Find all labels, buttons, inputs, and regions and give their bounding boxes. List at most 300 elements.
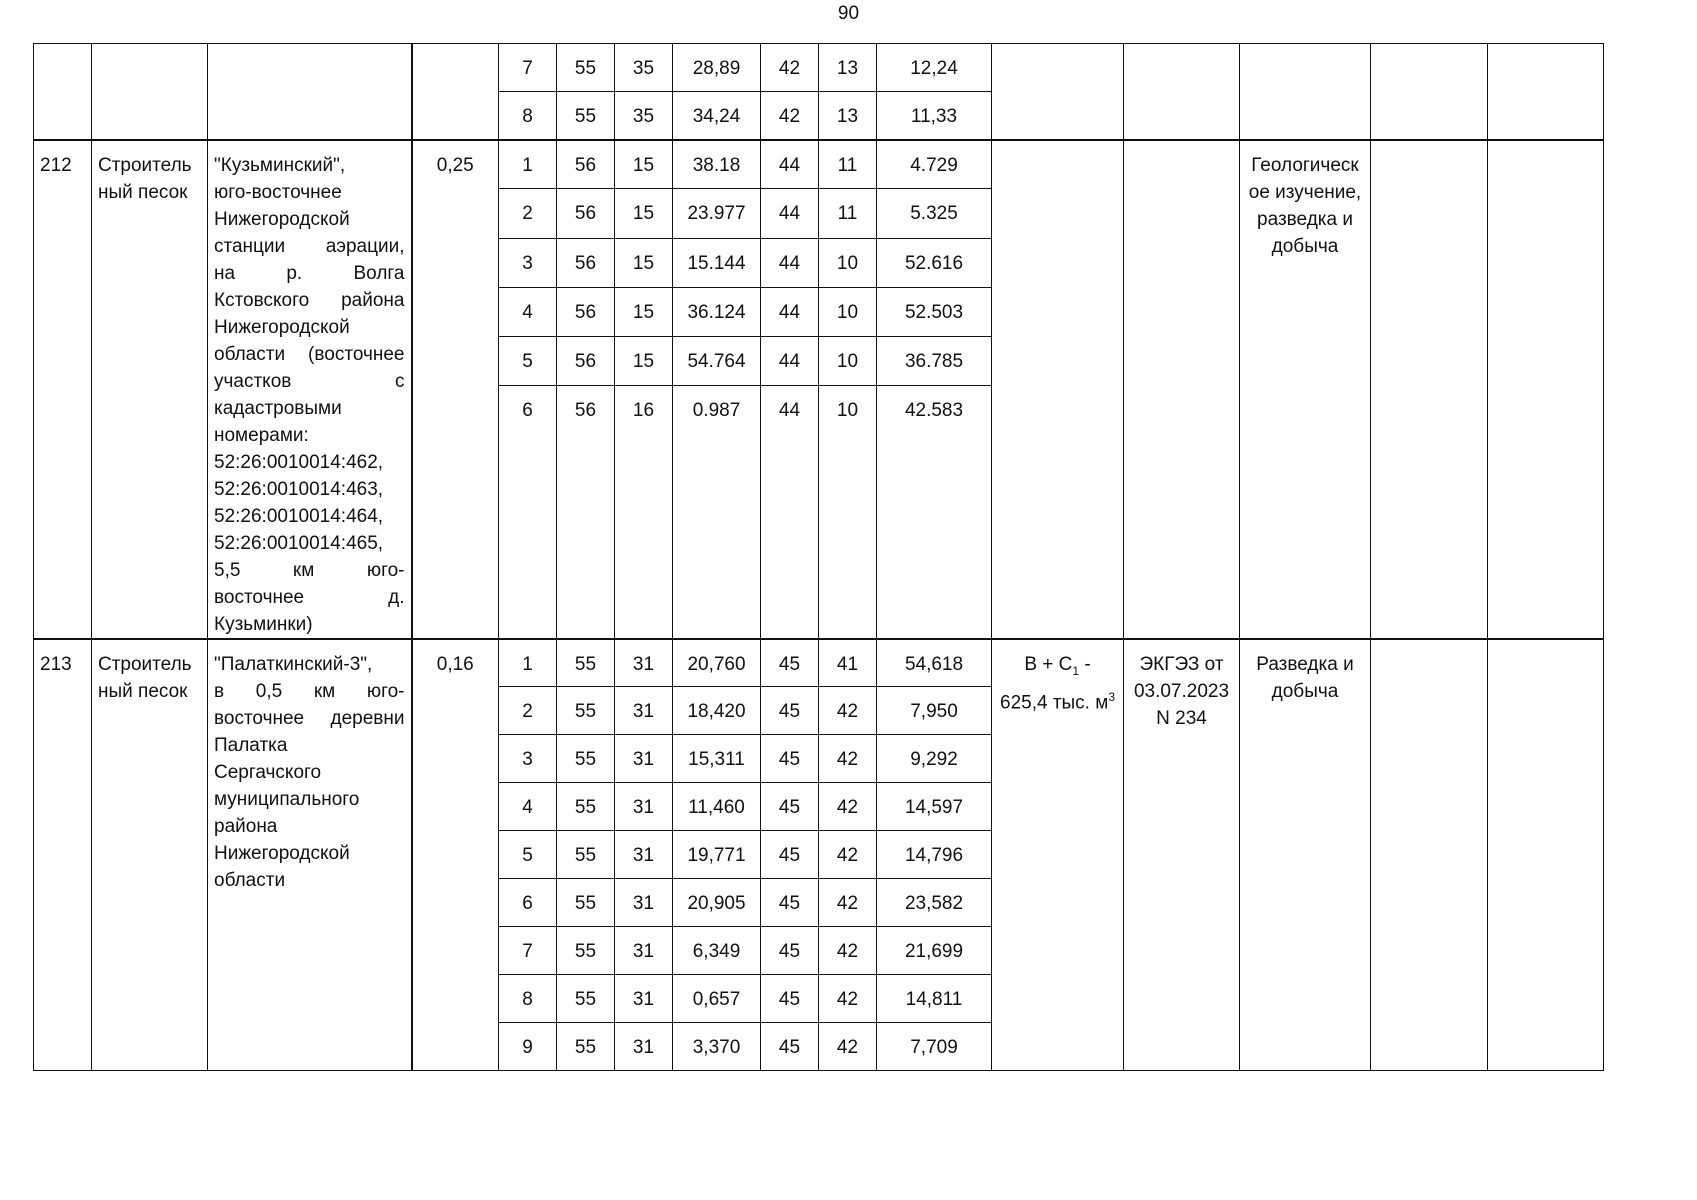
latitude-degrees xyxy=(557,386,615,639)
latitude-minutes xyxy=(615,337,673,386)
longitude-degrees-value: 44 xyxy=(778,400,801,422)
latitude-seconds xyxy=(673,92,761,140)
mineral-type-text: Строитель ный песок xyxy=(98,154,192,203)
longitude-minutes xyxy=(819,140,877,189)
description-line: 52:26:0010014:463, xyxy=(214,478,384,500)
latitude-seconds xyxy=(673,927,761,975)
latitude-degrees xyxy=(557,639,615,687)
longitude-minutes xyxy=(819,189,877,238)
point-number-value: 7 xyxy=(522,58,533,79)
point-number xyxy=(499,287,557,336)
longitude-seconds xyxy=(877,386,992,639)
latitude-seconds-value: 20,760 xyxy=(687,653,746,675)
longitude-seconds-value: 52.503 xyxy=(904,301,964,323)
extra-column-2-text xyxy=(1488,141,1603,152)
latitude-minutes xyxy=(615,92,673,140)
longitude-degrees-value: 45 xyxy=(778,989,801,1010)
latitude-degrees-value: 55 xyxy=(574,653,597,675)
longitude-minutes xyxy=(819,639,877,687)
longitude-minutes-value: 42 xyxy=(836,845,859,866)
deposit-description-text xyxy=(208,640,411,894)
extra-column-1-text xyxy=(1371,44,1487,55)
longitude-minutes-value: 42 xyxy=(836,701,859,722)
point-number-value: 6 xyxy=(522,400,533,422)
latitude-seconds-value: 38.18 xyxy=(692,154,741,176)
latitude-seconds-value: 6,349 xyxy=(692,941,741,962)
point-number-value: 7 xyxy=(522,941,533,962)
longitude-seconds xyxy=(877,831,992,879)
longitude-degrees-value: 45 xyxy=(778,653,801,675)
latitude-minutes-value: 15 xyxy=(632,252,655,274)
deposit-description-text xyxy=(208,44,411,55)
description-line: 5,5 км юго- xyxy=(214,559,405,581)
row-number xyxy=(34,639,92,1071)
longitude-minutes-value: 10 xyxy=(836,400,859,422)
latitude-degrees-value: 55 xyxy=(574,749,597,770)
latitude-degrees xyxy=(557,927,615,975)
longitude-seconds xyxy=(877,337,992,386)
latitude-degrees xyxy=(557,140,615,189)
longitude-seconds-value: 21,699 xyxy=(904,941,964,962)
longitude-degrees xyxy=(761,879,819,927)
longitude-degrees-value: 44 xyxy=(778,154,801,176)
latitude-degrees-value: 55 xyxy=(574,941,597,962)
longitude-minutes-value: 42 xyxy=(836,1037,859,1058)
latitude-seconds-value: 36.124 xyxy=(687,301,746,323)
point-number-value: 5 xyxy=(522,845,533,866)
latitude-degrees xyxy=(557,687,615,735)
purpose-cell xyxy=(1240,639,1371,1071)
latitude-seconds-value: 23.977 xyxy=(687,203,746,225)
longitude-degrees xyxy=(761,238,819,287)
longitude-seconds-value: 52.616 xyxy=(904,252,964,274)
longitude-seconds xyxy=(877,44,992,92)
longitude-degrees xyxy=(761,287,819,336)
extra-column-1 xyxy=(1371,44,1488,140)
latitude-degrees-value: 56 xyxy=(574,252,597,274)
table-row xyxy=(34,44,1604,92)
latitude-minutes xyxy=(615,238,673,287)
longitude-seconds-value: 54,618 xyxy=(904,653,964,675)
longitude-minutes-value: 10 xyxy=(836,351,859,373)
longitude-minutes-value: 10 xyxy=(836,301,859,323)
point-number xyxy=(499,879,557,927)
description-line: 52:26:0010014:464, xyxy=(214,505,384,527)
latitude-degrees-value: 55 xyxy=(574,989,597,1010)
longitude-degrees-value: 44 xyxy=(778,301,801,323)
extra-column-2 xyxy=(1488,44,1604,140)
latitude-minutes-value: 35 xyxy=(632,58,655,79)
longitude-minutes-value: 13 xyxy=(836,106,859,127)
latitude-seconds xyxy=(673,687,761,735)
reserves-text xyxy=(992,44,1123,55)
latitude-minutes xyxy=(615,975,673,1023)
latitude-degrees-value: 55 xyxy=(574,701,597,722)
description-line: 52:26:0010014:465, xyxy=(214,532,384,554)
reserves-text: $B + C_1 - 625,4$ тыс. $м^3$ xyxy=(1000,653,1115,714)
point-number-value: 4 xyxy=(522,301,533,323)
latitude-seconds-value: 18,420 xyxy=(687,701,746,722)
longitude-seconds xyxy=(877,879,992,927)
latitude-minutes-value: 15 xyxy=(632,154,655,176)
latitude-degrees-value: 55 xyxy=(574,797,597,818)
point-number-value: 3 xyxy=(522,749,533,770)
purpose-cell-text xyxy=(1240,44,1370,55)
area-value xyxy=(412,639,499,1071)
longitude-degrees-value: 45 xyxy=(778,893,801,914)
area-value-text: 0,25 xyxy=(436,154,474,176)
mineral-deposits-table xyxy=(33,43,1604,1071)
longitude-minutes-value: 42 xyxy=(836,989,859,1010)
latitude-degrees xyxy=(557,735,615,783)
latitude-minutes xyxy=(615,140,673,189)
row-number-text: 213 xyxy=(40,653,72,675)
latitude-degrees-value: 55 xyxy=(574,845,597,866)
latitude-minutes-value: 31 xyxy=(632,749,655,770)
mineral-type xyxy=(92,44,208,140)
longitude-degrees xyxy=(761,831,819,879)
purpose-cell-text: Геологическ ое изучение, разведка и добыча xyxy=(1248,154,1362,257)
longitude-minutes xyxy=(819,735,877,783)
latitude-minutes xyxy=(615,831,673,879)
deposit-description xyxy=(208,140,412,639)
latitude-seconds-value: 15.144 xyxy=(687,252,746,274)
point-number-value: 9 xyxy=(522,1037,533,1058)
latitude-minutes xyxy=(615,783,673,831)
latitude-minutes-value: 31 xyxy=(632,797,655,818)
deposit-description xyxy=(208,639,412,1071)
longitude-degrees xyxy=(761,386,819,639)
longitude-minutes xyxy=(819,44,877,92)
description-line: "Палаткинский-3", xyxy=(214,653,373,675)
extra-column-2 xyxy=(1488,639,1604,1071)
deposit-description-text xyxy=(208,141,411,638)
longitude-seconds xyxy=(877,927,992,975)
longitude-degrees xyxy=(761,687,819,735)
latitude-minutes xyxy=(615,44,673,92)
point-number xyxy=(499,975,557,1023)
point-number xyxy=(499,44,557,92)
description-line: участков с xyxy=(214,370,405,392)
longitude-seconds-value: 14,597 xyxy=(904,797,964,818)
longitude-seconds xyxy=(877,238,992,287)
longitude-seconds-value: 36.785 xyxy=(904,351,964,373)
area-value xyxy=(412,44,499,140)
description-line: Нижегородской xyxy=(214,208,350,230)
latitude-minutes xyxy=(615,687,673,735)
longitude-degrees xyxy=(761,735,819,783)
longitude-minutes xyxy=(819,687,877,735)
point-number xyxy=(499,831,557,879)
expertise-cell-text: ЭКГЭЗ от 03.07.2023 N 234 xyxy=(1133,653,1230,729)
expertise-cell-text xyxy=(1124,141,1239,152)
latitude-seconds-value: 28,89 xyxy=(692,58,741,79)
latitude-seconds xyxy=(673,140,761,189)
latitude-degrees xyxy=(557,831,615,879)
latitude-minutes-value: 31 xyxy=(632,1037,655,1058)
longitude-degrees xyxy=(761,337,819,386)
reserves-cell xyxy=(992,140,1124,639)
area-value xyxy=(412,140,499,639)
description-line: юго-восточнее xyxy=(214,181,342,203)
longitude-minutes xyxy=(819,927,877,975)
longitude-degrees xyxy=(761,92,819,140)
point-number xyxy=(499,687,557,735)
latitude-degrees-value: 55 xyxy=(574,58,597,79)
page-number: 90 xyxy=(837,3,860,24)
longitude-minutes xyxy=(819,783,877,831)
longitude-seconds xyxy=(877,735,992,783)
longitude-seconds-value: 23,582 xyxy=(904,893,964,914)
latitude-degrees xyxy=(557,879,615,927)
mineral-type xyxy=(92,639,208,1071)
longitude-degrees xyxy=(761,639,819,687)
point-number-value: 1 xyxy=(522,653,533,675)
table-row xyxy=(34,639,1604,687)
longitude-seconds xyxy=(877,687,992,735)
description-line: Нижегородской xyxy=(214,842,350,864)
longitude-minutes xyxy=(819,92,877,140)
longitude-degrees xyxy=(761,1023,819,1071)
latitude-minutes xyxy=(615,639,673,687)
description-line: на р. Волга xyxy=(214,262,405,284)
longitude-seconds-value: 12,24 xyxy=(910,58,958,79)
longitude-seconds-value: 5.325 xyxy=(910,203,958,225)
row-number-text: 212 xyxy=(40,154,72,176)
latitude-seconds xyxy=(673,386,761,639)
description-line: восточнее деревни xyxy=(214,707,405,729)
latitude-degrees-value: 56 xyxy=(574,301,597,323)
longitude-degrees-value: 45 xyxy=(778,701,801,722)
longitude-minutes-value: 42 xyxy=(836,941,859,962)
point-number-value: 2 xyxy=(522,203,533,225)
point-number-value: 4 xyxy=(522,797,533,818)
point-number xyxy=(499,92,557,140)
description-line: восточнее д. xyxy=(214,586,405,608)
latitude-seconds xyxy=(673,238,761,287)
longitude-degrees-value: 45 xyxy=(778,1037,801,1058)
purpose-cell xyxy=(1240,44,1371,140)
area-value-text xyxy=(413,44,499,55)
latitude-minutes xyxy=(615,386,673,639)
longitude-seconds-value: 4.729 xyxy=(910,154,958,176)
latitude-degrees xyxy=(557,189,615,238)
description-line: области (восточнее xyxy=(214,343,405,365)
purpose-cell xyxy=(1240,140,1371,639)
description-line: станции аэрации, xyxy=(214,235,405,257)
latitude-seconds-value: 0.987 xyxy=(692,400,741,422)
point-number-value: 1 xyxy=(522,154,533,176)
latitude-degrees-value: 55 xyxy=(574,893,597,914)
latitude-seconds-value: 0,657 xyxy=(692,989,741,1010)
point-number-value: 8 xyxy=(522,106,533,127)
latitude-degrees xyxy=(557,238,615,287)
description-line: "Кузьминский", xyxy=(214,154,346,176)
longitude-degrees-value: 45 xyxy=(778,749,801,770)
point-number xyxy=(499,337,557,386)
description-line: кадастровыми xyxy=(214,397,342,419)
longitude-seconds-value: 7,950 xyxy=(910,701,958,722)
latitude-seconds-value: 3,370 xyxy=(692,1037,741,1058)
latitude-seconds xyxy=(673,639,761,687)
latitude-degrees-value: 56 xyxy=(574,351,597,373)
longitude-seconds xyxy=(877,783,992,831)
point-number xyxy=(499,735,557,783)
latitude-seconds-value: 19,771 xyxy=(687,845,746,866)
latitude-minutes xyxy=(615,287,673,336)
longitude-minutes xyxy=(819,831,877,879)
latitude-seconds xyxy=(673,735,761,783)
latitude-degrees xyxy=(557,92,615,140)
point-number-value: 2 xyxy=(522,701,533,722)
point-number xyxy=(499,639,557,687)
longitude-degrees-value: 45 xyxy=(778,797,801,818)
longitude-degrees-value: 42 xyxy=(778,106,801,127)
area-value-text: 0,16 xyxy=(436,653,474,675)
longitude-degrees-value: 45 xyxy=(778,941,801,962)
latitude-seconds-value: 15,311 xyxy=(688,749,745,770)
extra-column-2 xyxy=(1488,140,1604,639)
latitude-seconds-value: 54.764 xyxy=(687,351,746,373)
description-line: Палатка xyxy=(214,734,288,756)
latitude-minutes xyxy=(615,1023,673,1071)
latitude-minutes xyxy=(615,735,673,783)
longitude-seconds xyxy=(877,92,992,140)
latitude-minutes-value: 31 xyxy=(632,941,655,962)
expertise-cell xyxy=(1124,140,1240,639)
expertise-cell xyxy=(1124,44,1240,140)
latitude-seconds xyxy=(673,189,761,238)
description-line: 52:26:0010014:462, xyxy=(214,451,384,473)
row-number-text xyxy=(34,44,91,55)
expertise-cell-text xyxy=(1124,44,1239,55)
point-number xyxy=(499,140,557,189)
latitude-degrees xyxy=(557,975,615,1023)
latitude-seconds xyxy=(673,879,761,927)
description-line: муниципального xyxy=(214,788,360,810)
longitude-seconds xyxy=(877,639,992,687)
longitude-degrees-value: 44 xyxy=(778,203,801,225)
longitude-seconds-value: 11,33 xyxy=(910,106,958,127)
longitude-minutes-value: 13 xyxy=(836,58,859,79)
description-line: Нижегородской xyxy=(214,316,350,338)
latitude-minutes-value: 31 xyxy=(632,989,655,1010)
latitude-seconds xyxy=(673,1023,761,1071)
latitude-seconds xyxy=(673,783,761,831)
reserves-cell xyxy=(992,44,1124,140)
latitude-minutes-value: 31 xyxy=(632,893,655,914)
point-number-value: 6 xyxy=(522,893,533,914)
reserves-cell xyxy=(992,639,1124,1071)
latitude-seconds xyxy=(673,831,761,879)
longitude-seconds-value: 14,811 xyxy=(905,989,963,1010)
longitude-seconds xyxy=(877,1023,992,1071)
reserves-text xyxy=(992,141,1123,152)
point-number-value: 3 xyxy=(522,252,533,274)
extra-column-2-text xyxy=(1488,44,1603,55)
longitude-minutes xyxy=(819,975,877,1023)
longitude-seconds xyxy=(877,975,992,1023)
longitude-minutes xyxy=(819,287,877,336)
longitude-degrees xyxy=(761,783,819,831)
extra-column-1 xyxy=(1371,639,1488,1071)
latitude-seconds xyxy=(673,287,761,336)
latitude-minutes-value: 16 xyxy=(632,400,655,422)
longitude-degrees-value: 44 xyxy=(778,252,801,274)
row-number xyxy=(34,44,92,140)
latitude-minutes-value: 31 xyxy=(632,701,655,722)
longitude-minutes xyxy=(819,879,877,927)
longitude-minutes-value: 10 xyxy=(836,252,859,274)
latitude-degrees xyxy=(557,1023,615,1071)
longitude-seconds xyxy=(877,287,992,336)
longitude-minutes-value: 41 xyxy=(836,653,859,675)
longitude-degrees xyxy=(761,927,819,975)
latitude-seconds-value: 11,460 xyxy=(688,797,745,818)
longitude-seconds-value: 42.583 xyxy=(904,400,964,422)
longitude-seconds-value: 14,796 xyxy=(904,845,964,866)
latitude-seconds xyxy=(673,337,761,386)
reserves-superscript: 3 xyxy=(1108,690,1115,705)
table-row xyxy=(34,140,1604,189)
extra-column-1 xyxy=(1371,140,1488,639)
longitude-minutes xyxy=(819,1023,877,1071)
longitude-minutes-value: 11 xyxy=(837,154,858,176)
point-number-value: 5 xyxy=(522,351,533,373)
point-number xyxy=(499,1023,557,1071)
latitude-minutes xyxy=(615,879,673,927)
description-line: района xyxy=(214,815,278,837)
latitude-minutes-value: 31 xyxy=(632,653,655,675)
longitude-seconds xyxy=(877,189,992,238)
mineral-type-text: Строитель ный песок xyxy=(98,653,192,702)
latitude-minutes-value: 15 xyxy=(632,301,655,323)
extra-column-2-text xyxy=(1488,640,1603,651)
longitude-minutes xyxy=(819,238,877,287)
longitude-minutes-value: 11 xyxy=(837,203,858,225)
latitude-minutes-value: 35 xyxy=(632,106,655,127)
latitude-degrees-value: 55 xyxy=(574,106,597,127)
extra-column-1-text xyxy=(1371,640,1487,651)
longitude-degrees-value: 45 xyxy=(778,845,801,866)
purpose-cell-text: Разведка и добыча xyxy=(1256,653,1354,702)
mineral-type xyxy=(92,140,208,639)
longitude-minutes xyxy=(819,337,877,386)
extra-column-1-text xyxy=(1371,141,1487,152)
description-line: в 0,5 км юго- xyxy=(214,680,405,702)
latitude-degrees xyxy=(557,783,615,831)
latitude-minutes xyxy=(615,927,673,975)
expertise-cell xyxy=(1124,639,1240,1071)
description-line: Кстовского района xyxy=(214,289,405,311)
longitude-minutes xyxy=(819,386,877,639)
longitude-degrees-value: 44 xyxy=(778,351,801,373)
longitude-minutes-value: 42 xyxy=(836,797,859,818)
latitude-degrees xyxy=(557,44,615,92)
longitude-degrees xyxy=(761,975,819,1023)
latitude-seconds-value: 20,905 xyxy=(687,893,746,914)
mineral-type-text xyxy=(92,44,207,55)
longitude-degrees xyxy=(761,44,819,92)
point-number xyxy=(499,783,557,831)
longitude-seconds xyxy=(877,140,992,189)
latitude-minutes-value: 15 xyxy=(632,203,655,225)
description-line: Сергачского xyxy=(214,761,322,783)
point-number xyxy=(499,927,557,975)
latitude-degrees-value: 55 xyxy=(574,1037,597,1058)
longitude-minutes-value: 42 xyxy=(836,749,859,770)
latitude-degrees-value: 56 xyxy=(574,154,597,176)
